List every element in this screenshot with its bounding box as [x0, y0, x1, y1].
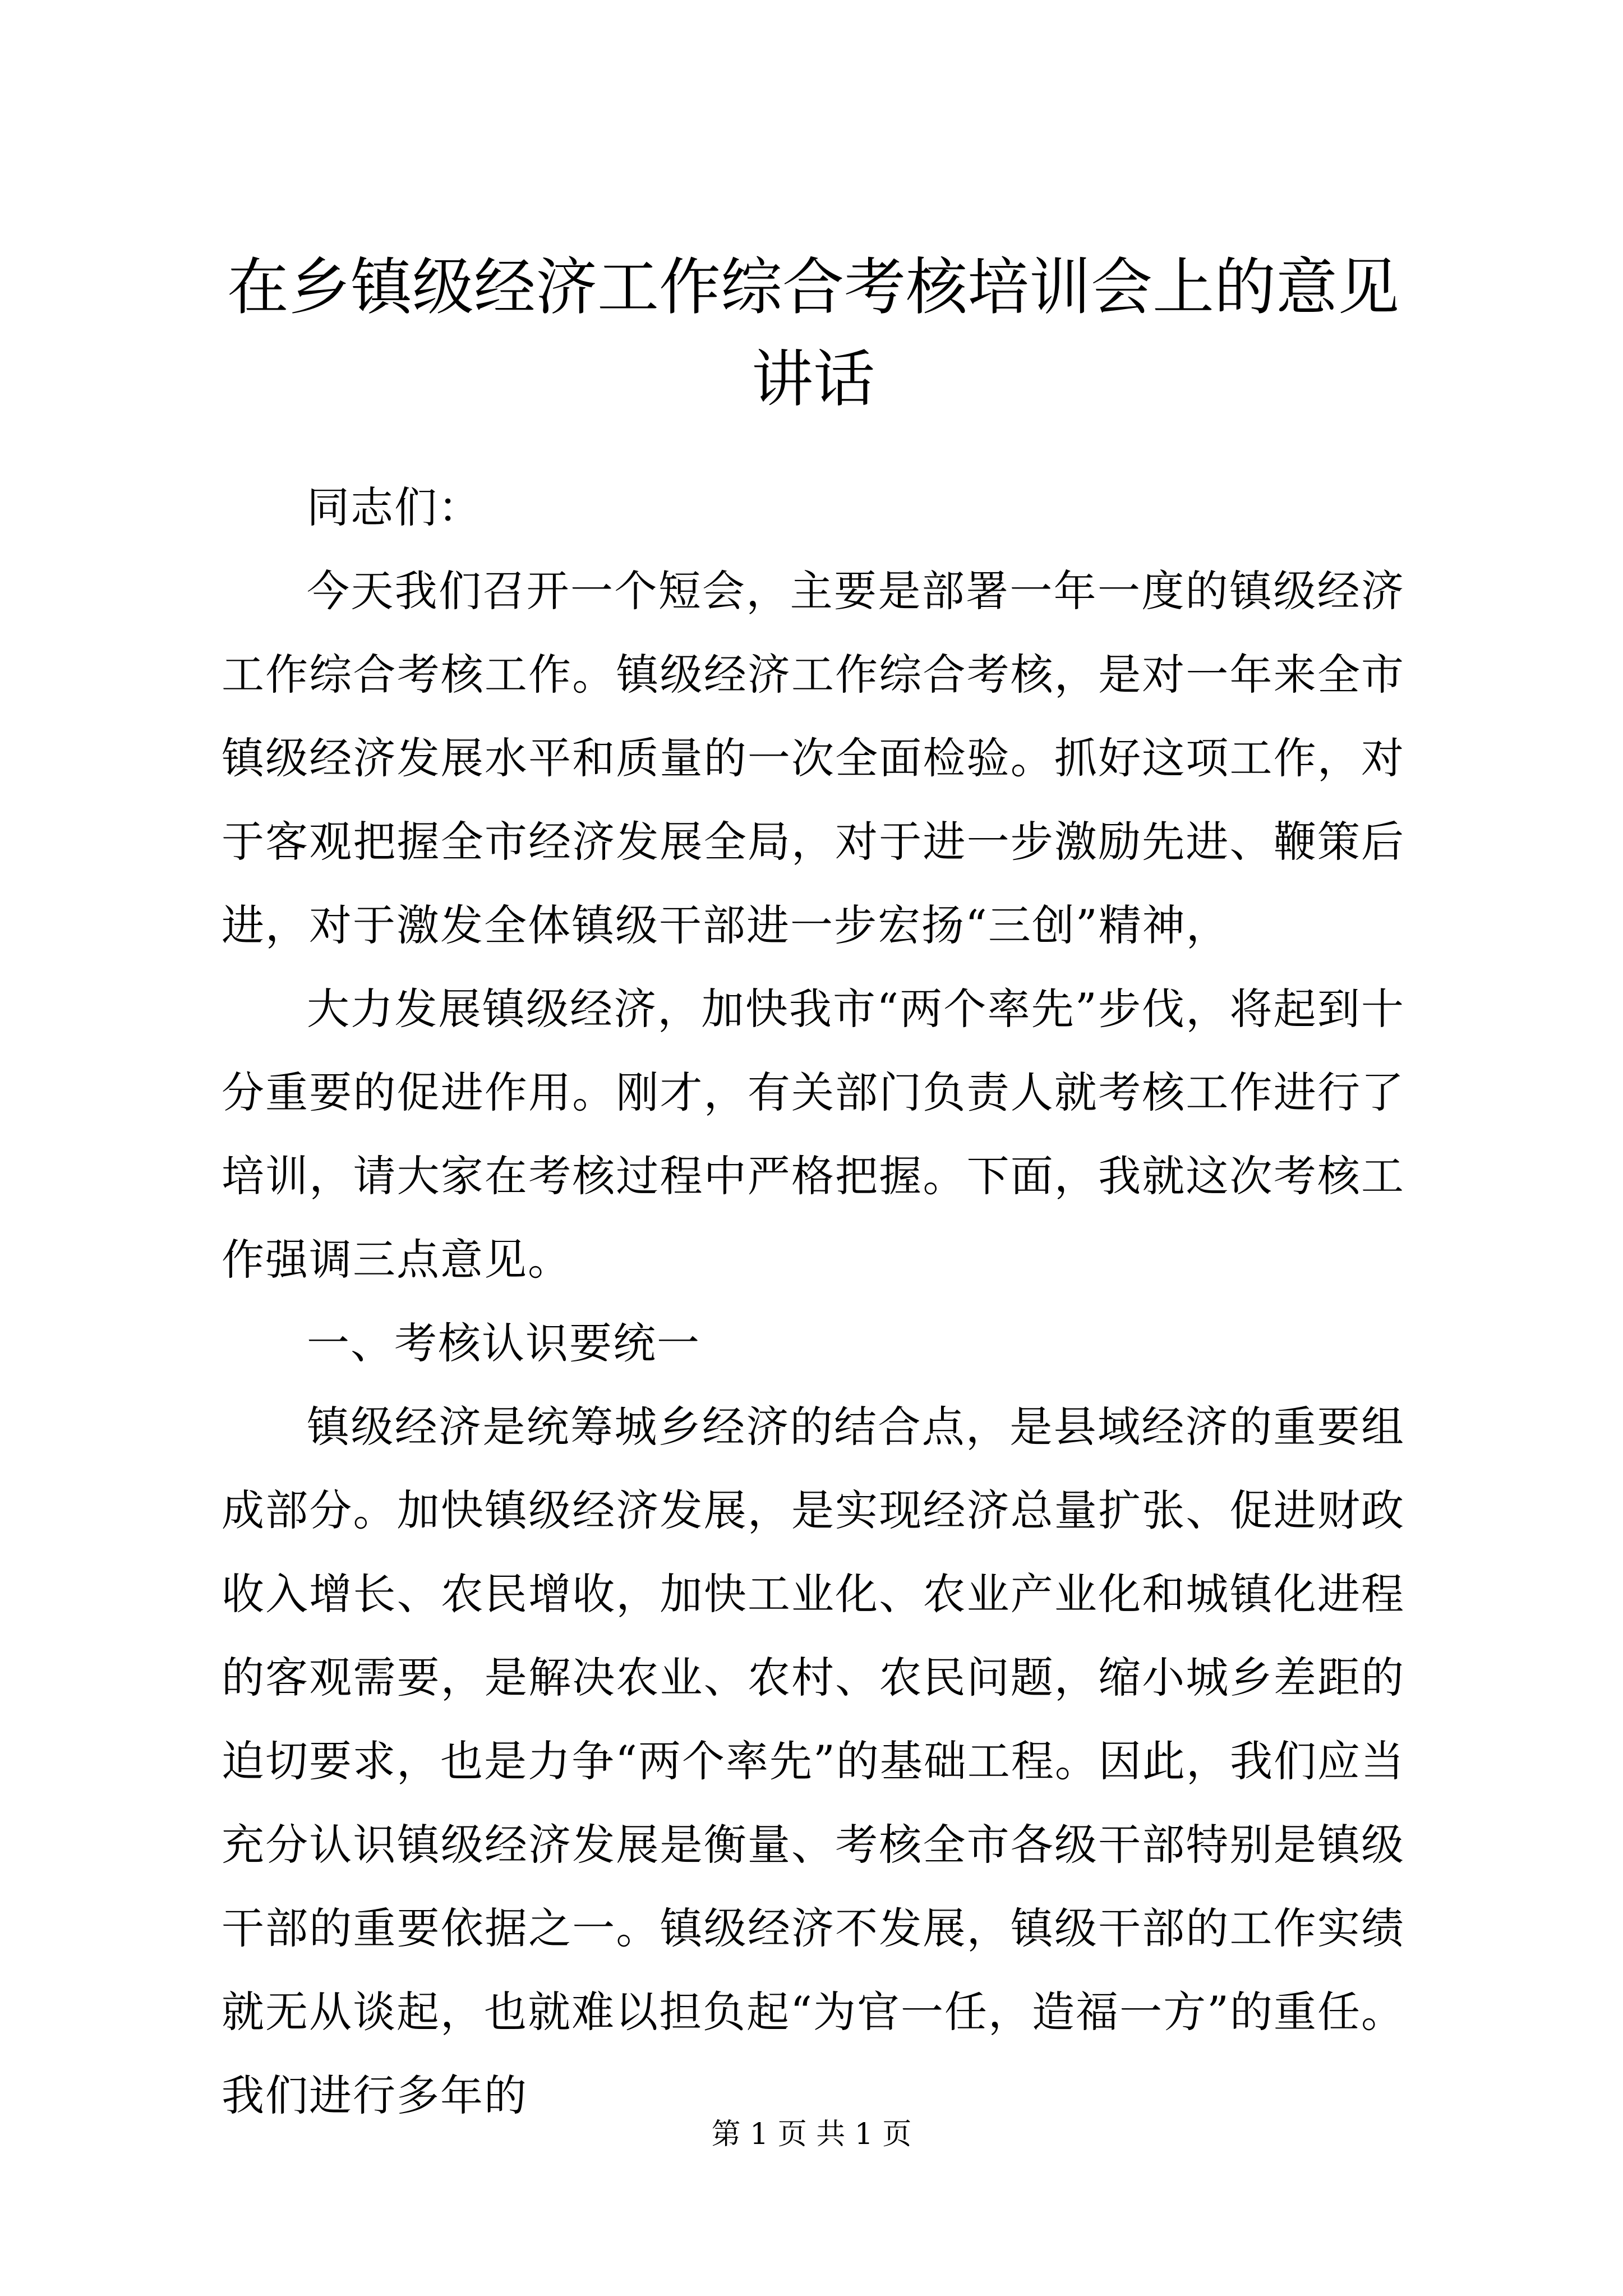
section-heading: 一、考核认识要统一 [307, 1318, 700, 1368]
salutation: 同志们： [307, 482, 482, 532]
paragraph: 镇级经济是统筹城乡经济的结合点，是县域经济的重要组成部分。加快镇级经济发展，是实现经济总量扩张、促进财政收入增长、农民增收，加快工业化、农业产业化和城镇化进程的客观需要，是解决农业、农村、农民问题，缩小城乡差距的迫切要求，也是力争“两个率先”的基础工程。因此，我们应当充分认识镇级经济发展是衡量、考核全市各级干部特别是镇级干部的重要依据之一。镇级经济不发展，镇级干部的工作实绩就无从谈起，也就难以担负起“为官一任，造福一方”的重任。我们进行多年的 [222, 1402, 1405, 2120]
document-body [222, 466, 1405, 2137]
paragraph: 今天我们召开一个短会，主要是部署一年一度的镇级经济工作综合考核工作。镇级经济工作综合考核，是对一年来全市镇级经济发展水平和质量的一次全面检验。抓好这项工作，对于客观把握全市经济发展全局，对于进一步激励先进、鞭策后进，对于激发全体镇级干部进一步宏扬“三创”精神， [222, 566, 1405, 950]
page-footer: 第 1 页 共 1 页 [711, 2118, 912, 2151]
paragraph: 大力发展镇级经济，加快我市“两个率先”步伐，将起到十分重要的促进作用。刚才，有关部门负责人就考核工作进行了培训，请大家在考核过程中严格把握。下面，我就这次考核工作强调三点意见。 [222, 984, 1405, 1285]
document-title: 在乡镇级经济工作综合考核培训会上的意见讲话 [227, 251, 1399, 415]
